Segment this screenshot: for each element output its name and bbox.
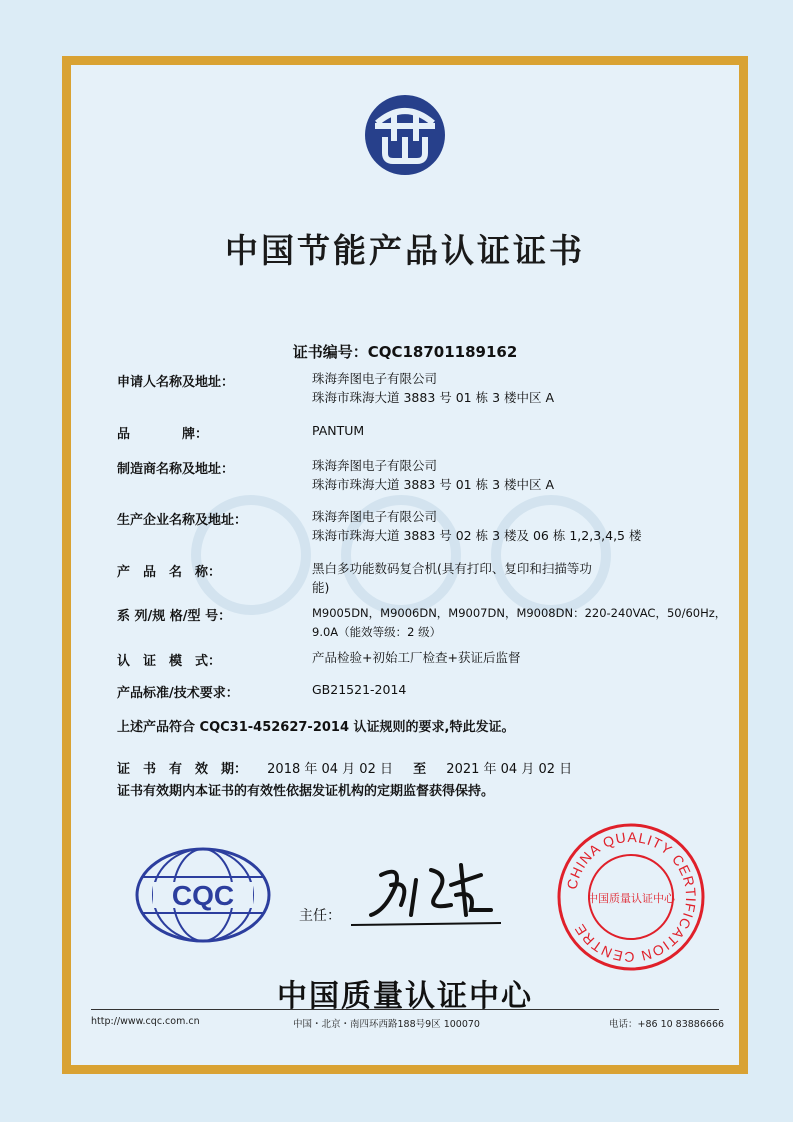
factory-address: 珠海市珠海大道 3883 号 02 栋 3 楼及 06 栋 1,2,3,4,5 楼 [312,528,642,543]
cqc-logo [133,845,273,945]
applicant-value [312,369,554,407]
model-label: 系 列/规 格/型 号： [117,609,232,624]
product-name-line1: 黑白多功能数码复合机(具有打印、复印和扫描等功 [312,561,592,576]
validity-row [117,758,572,777]
energy-saving-emblem [363,93,447,177]
conformity-statement: 上述产品符合 CQC31-452627-2014 认证规则的要求,特此发证。 [117,720,515,735]
manufacturer-address: 珠海市珠海大道 3883 号 01 栋 3 楼中区 A [312,477,555,492]
certification-mode-value: 产品检验+初始工厂检查+获证后监督 [312,650,521,665]
standard-value: GB21521-2014 [312,682,407,697]
certificate-number: 证书编号：CQC18701189162 [292,343,518,361]
brand-label: 品 牌： [117,427,209,442]
director-label: 主任： [299,908,341,924]
cqc-logo-text: CQC [171,880,235,911]
factory-value [312,507,641,545]
footer-url[interactable]: http://www.cqc.com.cn [91,1016,200,1027]
manufacturer-name: 珠海奔图电子有限公司 [312,458,438,473]
issuer-name: 中国质量认证中心 [277,979,533,1014]
manufacturer-value [312,456,554,494]
validity-to: 至 [413,762,427,777]
validity-end: 2021 年 04 月 02 日 [446,762,573,777]
factory-label: 生产企业名称及地址： [117,513,248,528]
product-name-label: 产 品 名 称： [117,565,222,580]
applicant-label: 申请人名称及地址： [117,375,235,390]
manufacturer-label: 制造商名称及地址： [117,462,235,477]
model-value [312,604,726,642]
validity-label: 证 书 有 效 期： [117,762,248,777]
certificate-frame [62,56,748,1074]
product-name-line2: 能) [312,580,330,595]
model-line2: 9.0A（能效等级：2 级） [312,625,442,639]
brand-value: PANTUM [312,423,365,438]
director-signature [341,855,511,935]
footer-phone: 电话：+86 10 83886666 [609,1019,725,1030]
standard-label: 产品标准/技术要求： [117,686,239,701]
applicant-name: 珠海奔图电子有限公司 [312,371,438,386]
seal-inner-text: 中国质量认证中心 [587,892,675,905]
applicant-address: 珠海市珠海大道 3883 号 01 栋 3 楼中区 A [312,390,555,405]
official-seal [556,822,706,972]
validity-start: 2018 年 04 月 02 日 [267,762,393,777]
certificate-title: 中国节能产品认证证书 [225,231,585,270]
footer-divider [91,1009,719,1010]
certification-mode-label: 认 证 模 式： [117,654,222,669]
product-name-value [312,559,592,597]
validity-note: 证书有效期内本证书的有效性依据发证机构的定期监督获得保持。 [117,784,495,799]
seal-ring-text: CHINA QUALITY CERTIFICATION CENTRE [563,828,700,966]
factory-name: 珠海奔图电子有限公司 [312,509,438,524]
model-line1: M9005DN，M9006DN，M9007DN，M9008DN：220-240VAC，50/60Hz， [312,606,727,620]
footer-address: 中国・北京・南四环西路188号9区 100070 [293,1019,480,1030]
